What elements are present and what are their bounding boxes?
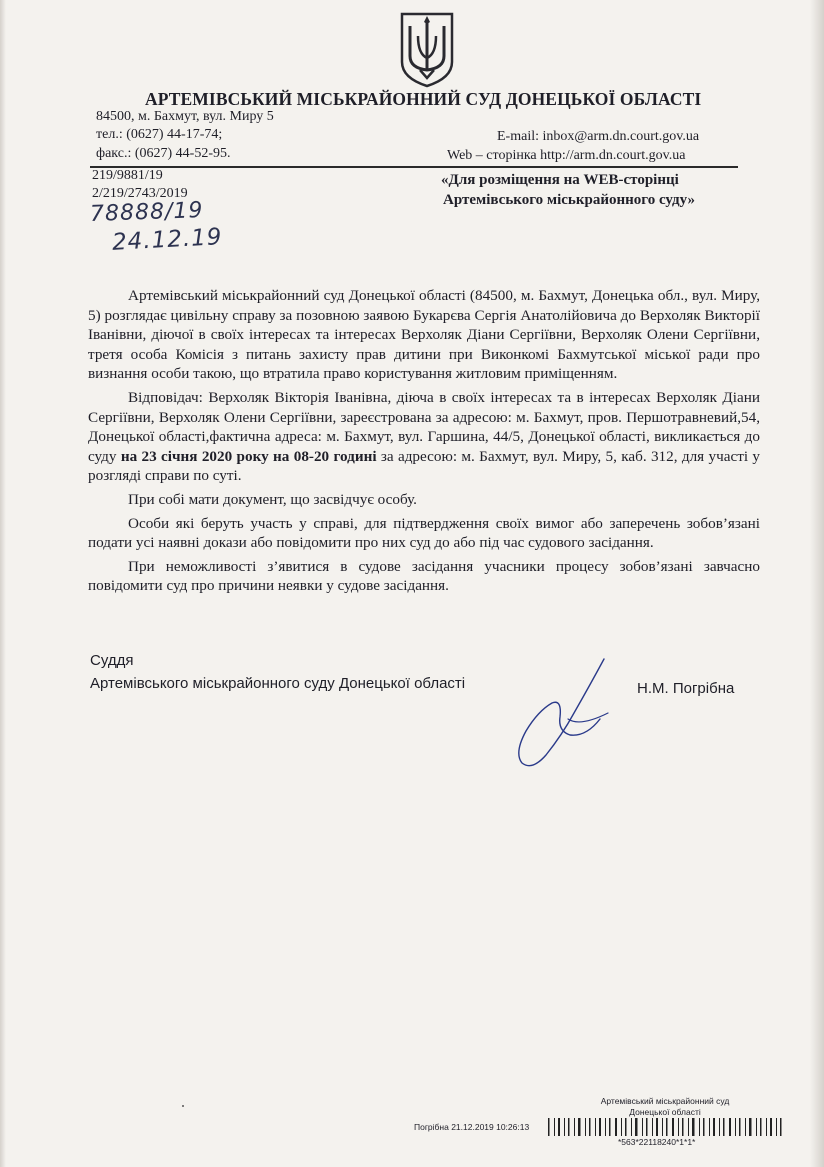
paragraph-absence: При неможливості з’явитися в судове засідання учасники процесу зобов’язані завчасно повідомити суд про причини неявки у судове засідання. xyxy=(88,557,760,595)
web-note-line2: Артемівського міськрайонного суду» xyxy=(443,192,695,208)
court-website: Web – сторінка http://arm.dn.court.gov.ua xyxy=(447,148,686,163)
summons-body xyxy=(88,286,760,596)
stamp-court-line2: Донецької області xyxy=(629,1107,701,1117)
footer-stamp-court xyxy=(590,1096,740,1118)
barcode-icon xyxy=(548,1118,788,1136)
court-email: E-mail: inbox@arm.dn.court.gov.ua xyxy=(497,129,700,144)
scan-speck xyxy=(182,1105,184,1107)
court-phone: тел.: (0627) 44-17-74; xyxy=(96,127,223,142)
case-number: 219/9881/19 xyxy=(92,168,163,183)
hearing-date: на 23 січня 2020 року на 08-20 годині xyxy=(120,447,377,465)
court-fax: факс.: (0627) 44-52-95. xyxy=(96,146,231,161)
handwritten-date: 24.12.19 xyxy=(111,224,224,256)
handwritten-registration-number: 78888/19 xyxy=(89,198,204,227)
respondent-text: Відповідач: Верхоляк Вікторія Іванівна, діюча в своїх інтересах та в інтересах Верхоляк Діани Сергіївни, Верхоляк Олени Сергіївни, зареєстрована за адресою: м. Бахмут, пров. Першотравневий,54, Донецької області,фактична адреса: м. Бахмут, вул. Гаршина, 44/5, Донецької області, викликається до суду xyxy=(88,388,760,465)
judge-court: Артемівського міськрайонного суду Донецької області xyxy=(90,675,466,692)
trident-coat-of-arms-icon xyxy=(398,10,456,88)
scan-edge-right xyxy=(810,0,824,1167)
court-address: 84500, м. Бахмут, вул. Миру 5 xyxy=(96,109,274,124)
barcode-number: *563*22118240*1*1* xyxy=(618,1137,696,1147)
header-divider xyxy=(90,166,738,168)
paragraph-evidence: Особи які беруть участь у справі, для підтвердження своїх вимог або заперечень зобов’язані подати усі наявні докази або повідомити про них суд до або під час судового засідання. xyxy=(88,514,760,552)
web-publication-note xyxy=(441,170,695,210)
scan-edge-left xyxy=(0,0,6,1167)
stamp-court-line1: Артемівський міськрайонний суд xyxy=(600,1096,730,1106)
web-note-line1: «Для розміщення на WEB-сторінці xyxy=(441,172,679,188)
judge-title: Суддя xyxy=(90,652,134,669)
judge-name: Н.М. Погрібна xyxy=(637,680,735,697)
court-name-heading: АРТЕМІВСЬКИЙ МІСЬКРАЙОННИЙ СУД ДОНЕЦЬКОЇ ОБЛАСТІ xyxy=(145,89,702,109)
hearing-address: за адресою: м. Бахмут, вул. Миру, 5, каб. 312, для участі у розгляді справи по суті. xyxy=(88,447,760,485)
handwritten-signature xyxy=(510,655,620,775)
paragraph-respondent xyxy=(88,388,760,486)
electronic-signature-stamp: Погрібна 21.12.2019 10:26:13 xyxy=(414,1122,530,1132)
proceeding-number: 2/219/2743/2019 xyxy=(92,186,188,201)
paragraph-case-description: Артемівський міськрайонний суд Донецької області (84500, м. Бахмут, Донецька обл., вул. Миру, 5) розглядає цивільну справу за позовною заявою Букарєва Сергія Анатолійовича до Верхоляк Викторії Іванівни, діючої в своїх інтересах та інтересах Верхоляк Діани Сергіївни, Верхоляк Олени Сергіївни, третя особа Комісія з питань захисту прав дитини при Виконкомі Бахмутської міської ради про визнання особи такою, що втратила право користування житловим приміщенням. xyxy=(88,287,760,383)
paragraph-id-document: При собі мати документ, що засвідчує особу. xyxy=(128,490,417,508)
